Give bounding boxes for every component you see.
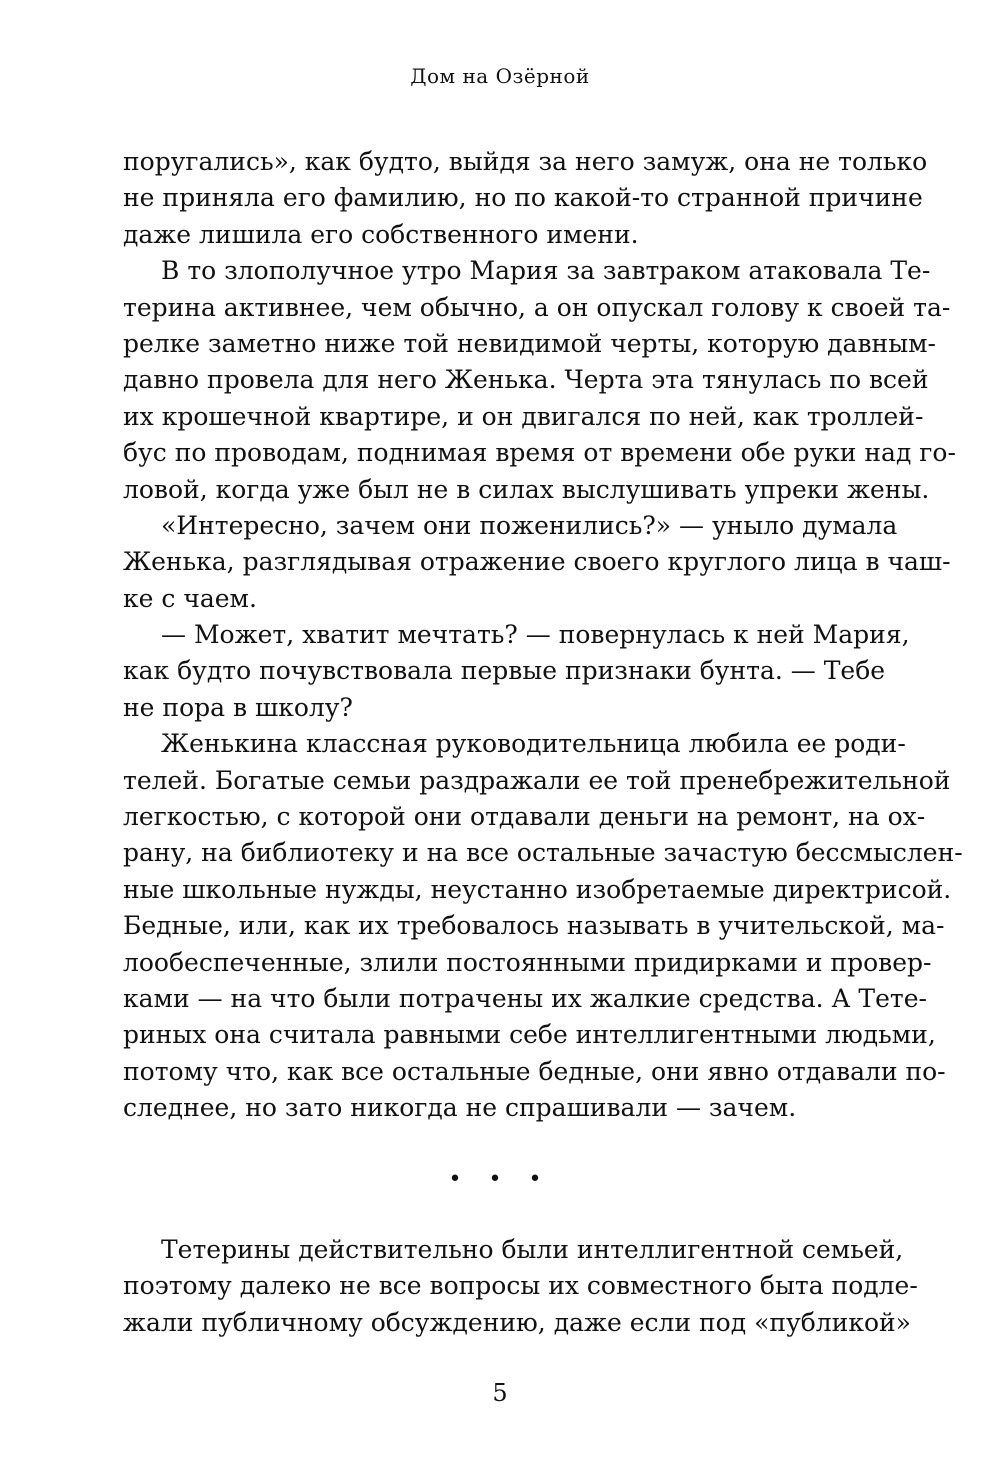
text-line: рану, на библиотеку и на все остальные зачастую бессмыслен- xyxy=(123,838,963,868)
text-line: не пора в школу? xyxy=(123,692,353,722)
text-line: как будто почувствовала первые признаки бунта. — Тебе xyxy=(123,656,886,686)
text-line: давно провела для него Женька. Черта эта тянулась по всей xyxy=(123,365,929,395)
text-line: бус по проводам, поднимая время от времени обе руки над го- xyxy=(123,438,956,468)
text-line: риных она считала равными себе интеллигентными людьми, xyxy=(123,1020,936,1050)
text-line: терина активнее, чем обычно, а он опускал голову к своей та- xyxy=(123,292,951,322)
body-text xyxy=(123,144,963,1127)
text-line: Женькина классная руководительница любила ее роди- xyxy=(161,729,906,759)
text-line: телей. Богатые семьи раздражали ее той пренебрежительной xyxy=(123,765,951,795)
text-line: даже лишила его собственного имени. xyxy=(123,219,639,249)
text-line: ками — на что были потрачены их жалкие средства. А Тете- xyxy=(123,983,927,1013)
section-break: • • • xyxy=(448,1167,552,1192)
text-line: «Интересно, зачем они поженились?» — уныло думала xyxy=(161,510,898,540)
body-text-continued xyxy=(123,1232,918,1341)
text-line: релке заметно ниже той невидимой черты, которую давным- xyxy=(123,328,936,358)
text-line: Тетерины действительно были интеллигентной семьей, xyxy=(161,1235,904,1264)
text-line: потому что, как все остальные бедные, они явно отдавали по- xyxy=(123,1056,946,1086)
text-line: ке с чаем. xyxy=(123,583,257,613)
text-line: следнее, но зато никогда не спрашивали — зачем. xyxy=(123,1093,797,1123)
text-line: их крошечной квартире, и он двигался по ней, как троллей- xyxy=(123,401,924,431)
text-line: В то злополучное утро Мария за завтраком атаковала Те- xyxy=(161,256,931,286)
running-title: Дом на Озёрной xyxy=(410,64,590,88)
text-line: поругались», как будто, выйдя за него замуж, она не только xyxy=(123,147,928,176)
text-line: ловой, когда уже был не в силах выслушивать упреки жены. xyxy=(123,474,930,504)
text-line: лообеспеченные, злили постоянными придирками и провер- xyxy=(123,947,932,977)
text-line: не приняла его фамилию, но по какой-то странной причине xyxy=(123,183,923,213)
text-line: — Может, хватит мечтать? — повернулась к ней Мария, xyxy=(161,620,910,650)
text-line: Бедные, или, как их требовалось называть в учительской, ма- xyxy=(123,911,945,941)
text-line: поэтому далеко не все вопросы их совместного быта подле- xyxy=(123,1271,918,1301)
text-line: легкостью, с которой они отдавали деньги на ремонт, на ох- xyxy=(123,802,926,832)
text-line: ные школьные нужды, неустанно изобретаемые директрисой. xyxy=(123,874,952,904)
text-line: жали публичному обсуждению, даже если под «публикой» xyxy=(123,1307,911,1337)
text-line: Женька, разглядывая отражение своего круглого лица в чаш- xyxy=(123,547,951,577)
page-number: 5 xyxy=(492,1379,508,1407)
